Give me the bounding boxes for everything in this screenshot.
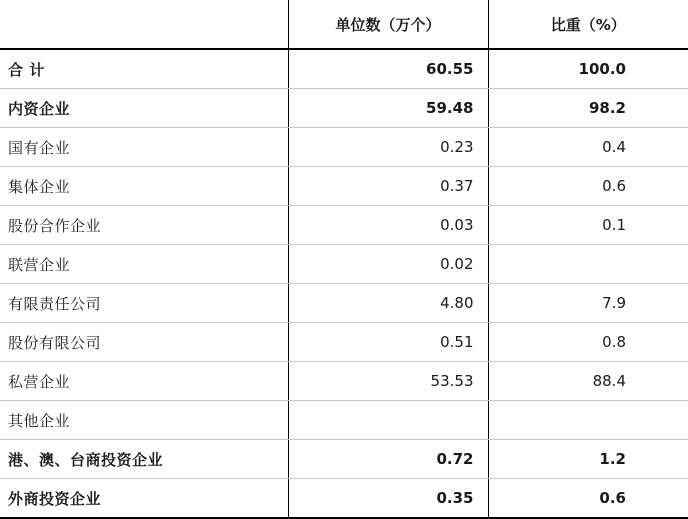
table-row	[0, 49, 688, 89]
row-label: 港、澳、台商投资企业	[0, 440, 288, 479]
row-share: 0.1	[488, 206, 688, 245]
table-header	[0, 0, 688, 49]
table-row	[0, 323, 688, 362]
row-label: 股份有限公司	[0, 323, 288, 362]
table-row	[0, 245, 688, 284]
row-units: 0.02	[288, 245, 488, 284]
row-share: 0.6	[488, 479, 688, 519]
row-units: 53.53	[288, 362, 488, 401]
row-label: 私营企业	[0, 362, 288, 401]
row-share: 0.6	[488, 167, 688, 206]
row-units: 59.48	[288, 89, 488, 128]
row-label: 股份合作企业	[0, 206, 288, 245]
row-label: 联营企业	[0, 245, 288, 284]
table-body	[0, 49, 688, 518]
row-share: 98.2	[488, 89, 688, 128]
column-header-units: 单位数（万个）	[288, 0, 488, 49]
row-label: 国有企业	[0, 128, 288, 167]
row-label: 集体企业	[0, 167, 288, 206]
column-header-label	[0, 0, 288, 49]
table-row	[0, 440, 688, 479]
row-share	[488, 245, 688, 284]
row-units: 60.55	[288, 49, 488, 89]
row-units	[288, 401, 488, 440]
row-label: 外商投资企业	[0, 479, 288, 519]
row-share: 0.8	[488, 323, 688, 362]
row-label: 合 计	[0, 49, 288, 89]
row-units: 0.37	[288, 167, 488, 206]
table-row	[0, 479, 688, 519]
table-row	[0, 89, 688, 128]
row-units: 4.80	[288, 284, 488, 323]
row-share: 0.4	[488, 128, 688, 167]
row-units: 0.03	[288, 206, 488, 245]
row-units: 0.51	[288, 323, 488, 362]
row-units: 0.35	[288, 479, 488, 519]
row-label: 有限责任公司	[0, 284, 288, 323]
table-row	[0, 362, 688, 401]
row-share: 100.0	[488, 49, 688, 89]
table-row	[0, 206, 688, 245]
table-header-row	[0, 0, 688, 49]
table-row	[0, 401, 688, 440]
table-row	[0, 167, 688, 206]
row-units: 0.72	[288, 440, 488, 479]
row-units: 0.23	[288, 128, 488, 167]
row-label: 内资企业	[0, 89, 288, 128]
table-row	[0, 284, 688, 323]
row-label: 其他企业	[0, 401, 288, 440]
row-share	[488, 401, 688, 440]
row-share: 7.9	[488, 284, 688, 323]
column-header-share: 比重（%）	[488, 0, 688, 49]
table-row	[0, 128, 688, 167]
row-share: 88.4	[488, 362, 688, 401]
row-share: 1.2	[488, 440, 688, 479]
